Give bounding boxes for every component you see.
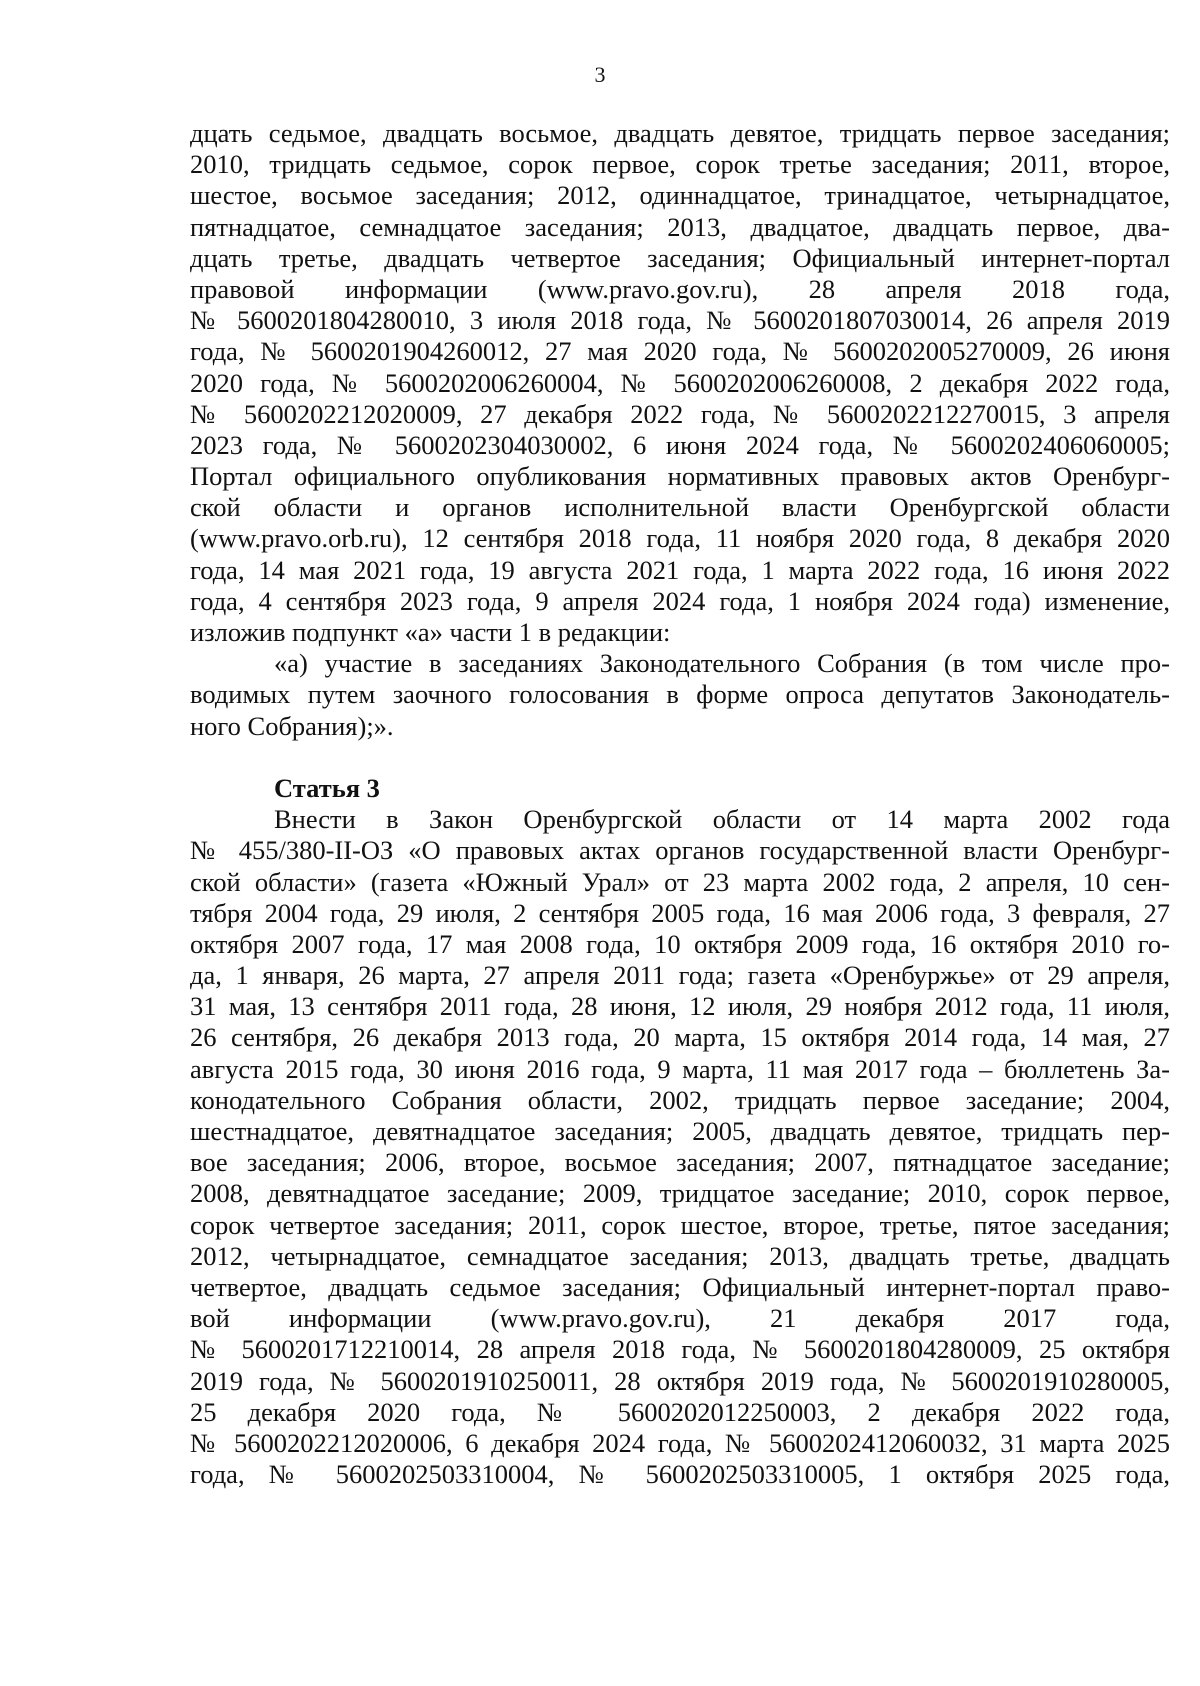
text-line: № 455/380-II-ОЗ «О правовых актах органов государственной власти Оренбург- [190, 835, 1170, 866]
text-line: 2012, четырнадцатое, семнадцатое заседания; 2013, двадцать третье, двадцать [190, 1240, 1170, 1271]
text-line: Портал официального опубликования нормативных правовых актов Оренбург- [190, 461, 1170, 492]
text-line: года, 4 сентября 2023 года, 9 апреля 2024 года, 1 ноября 2024 года) изменение, [190, 585, 1170, 616]
text-line: № 5600202212020009, 27 декабря 2022 года, № 5600202212270015, 3 апреля [190, 398, 1170, 429]
text-line: 2020 года, № 5600202006260004, № 5600202006260008, 2 декабря 2022 года, [190, 367, 1170, 398]
text-line: шестнадцатое, девятнадцатое заседания; 2005, двадцать девятое, тридцать пер- [190, 1116, 1170, 1146]
text-line: «а) участие в заседаниях Законодательного Собрания (в том числе про- [274, 648, 1170, 679]
text-line: четвертое, двадцать седьмое заседания; Официальный интернет-портал право- [190, 1271, 1170, 1302]
text-line: дцать седьмое, двадцать восьмое, двадцать девятое, тридцать первое заседания; [190, 118, 1170, 148]
text-line: сорок четвертое заседания; 2011, сорок шестое, второе, третье, пятое заседания; [190, 1209, 1170, 1240]
text-line: года, № 5600202503310004, № 5600202503310005, 1 октября 2025 года, [190, 1459, 1170, 1490]
text-line: (www.pravo.orb.ru), 12 сентября 2018 года, 11 ноября 2020 года, 8 декабря 2020 [190, 523, 1170, 554]
text-line: 2023 года, № 5600202304030002, 6 июня 2024 года, № 5600202406060005; [190, 429, 1170, 460]
text-line: ской области и органов исполнительной власти Оренбургской области [190, 492, 1170, 523]
text-line: № 5600201712210014, 28 апреля 2018 года, № 5600201804280009, 25 октября [190, 1334, 1170, 1365]
text-line: 2008, девятнадцатое заседание; 2009, тридцатое заседание; 2010, сорок первое, [190, 1178, 1170, 1209]
text-line: 31 мая, 13 сентября 2011 года, 28 июня, 12 июля, 29 ноября 2012 года, 11 июля, [190, 991, 1170, 1022]
text-line: вое заседания; 2006, второе, восьмое заседания; 2007, пятнадцатое заседание; [190, 1147, 1170, 1178]
text-line: ской области» (газета «Южный Урал» от 23 марта 2002 года, 2 апреля, 10 сен- [190, 866, 1170, 897]
text-line: Внести в Закон Оренбургской области от 14 марта 2002 года [274, 804, 1170, 835]
text-line: тября 2004 года, 29 июля, 2 сентября 2005 года, 16 мая 2006 года, 3 февраля, 27 [190, 897, 1170, 928]
text-line: да, 1 января, 26 марта, 27 апреля 2011 года; газета «Оренбуржье» от 29 апреля, [190, 960, 1170, 991]
text-line: 25 декабря 2020 года, № 5600202012250003, 2 декабря 2022 года, [190, 1396, 1170, 1427]
text-line: года, 14 мая 2021 года, 19 августа 2021 года, 1 марта 2022 года, 16 июня 2022 [190, 554, 1170, 585]
text-line: конодательного Собрания области, 2002, тридцать первое заседание; 2004, [190, 1084, 1170, 1115]
text-line: года, № 5600201904260012, 27 мая 2020 года, № 5600202005270009, 26 июня [190, 336, 1170, 367]
text-line: октября 2007 года, 17 мая 2008 года, 10 октября 2009 года, 16 октября 2010 го- [190, 928, 1170, 959]
article-heading: Статья 3 [274, 772, 380, 803]
text-line: пятнадцатое, семнадцатое заседания; 2013, двадцатое, двадцать первое, два- [190, 211, 1170, 242]
text-line: ного Собрания);». [190, 710, 394, 741]
text-line: 2010, тридцать седьмое, сорок первое, сорок третье заседания; 2011, второе, [190, 149, 1170, 180]
text-line: водимых путем заочного голосования в форме опроса депутатов Законодатель- [190, 679, 1170, 710]
paragraph-gap [190, 742, 1170, 773]
text-line: изложив подпункт «а» части 1 в редакции: [190, 617, 671, 647]
text-line: № 5600202212020006, 6 декабря 2024 года, № 5600202412060032, 31 марта 2025 [190, 1427, 1170, 1458]
text-line: вой информации (www.pravo.gov.ru), 21 декабря 2017 года, [190, 1303, 1170, 1334]
document-body [190, 118, 1170, 1490]
text-line: шестое, восьмое заседания; 2012, одиннадцатое, тринадцатое, четырнадцатое, [190, 180, 1170, 211]
text-line: 2019 года, № 5600201910250011, 28 октября 2019 года, № 5600201910280005, [190, 1365, 1170, 1396]
page-number: 3 [594, 62, 606, 87]
text-line: правовой информации (www.pravo.gov.ru), 28 апреля 2018 года, [190, 273, 1170, 304]
text-line: 26 сентября, 26 декабря 2013 года, 20 марта, 15 октября 2014 года, 14 мая, 27 [190, 1022, 1170, 1053]
text-line: августа 2015 года, 30 июня 2016 года, 9 марта, 11 мая 2017 года – бюллетень За- [190, 1053, 1170, 1084]
text-line: дцать третье, двадцать четвертое заседания; Официальный интернет-портал [190, 242, 1170, 273]
text-line: № 5600201804280010, 3 июля 2018 года, № 5600201807030014, 26 апреля 2019 [190, 305, 1170, 336]
